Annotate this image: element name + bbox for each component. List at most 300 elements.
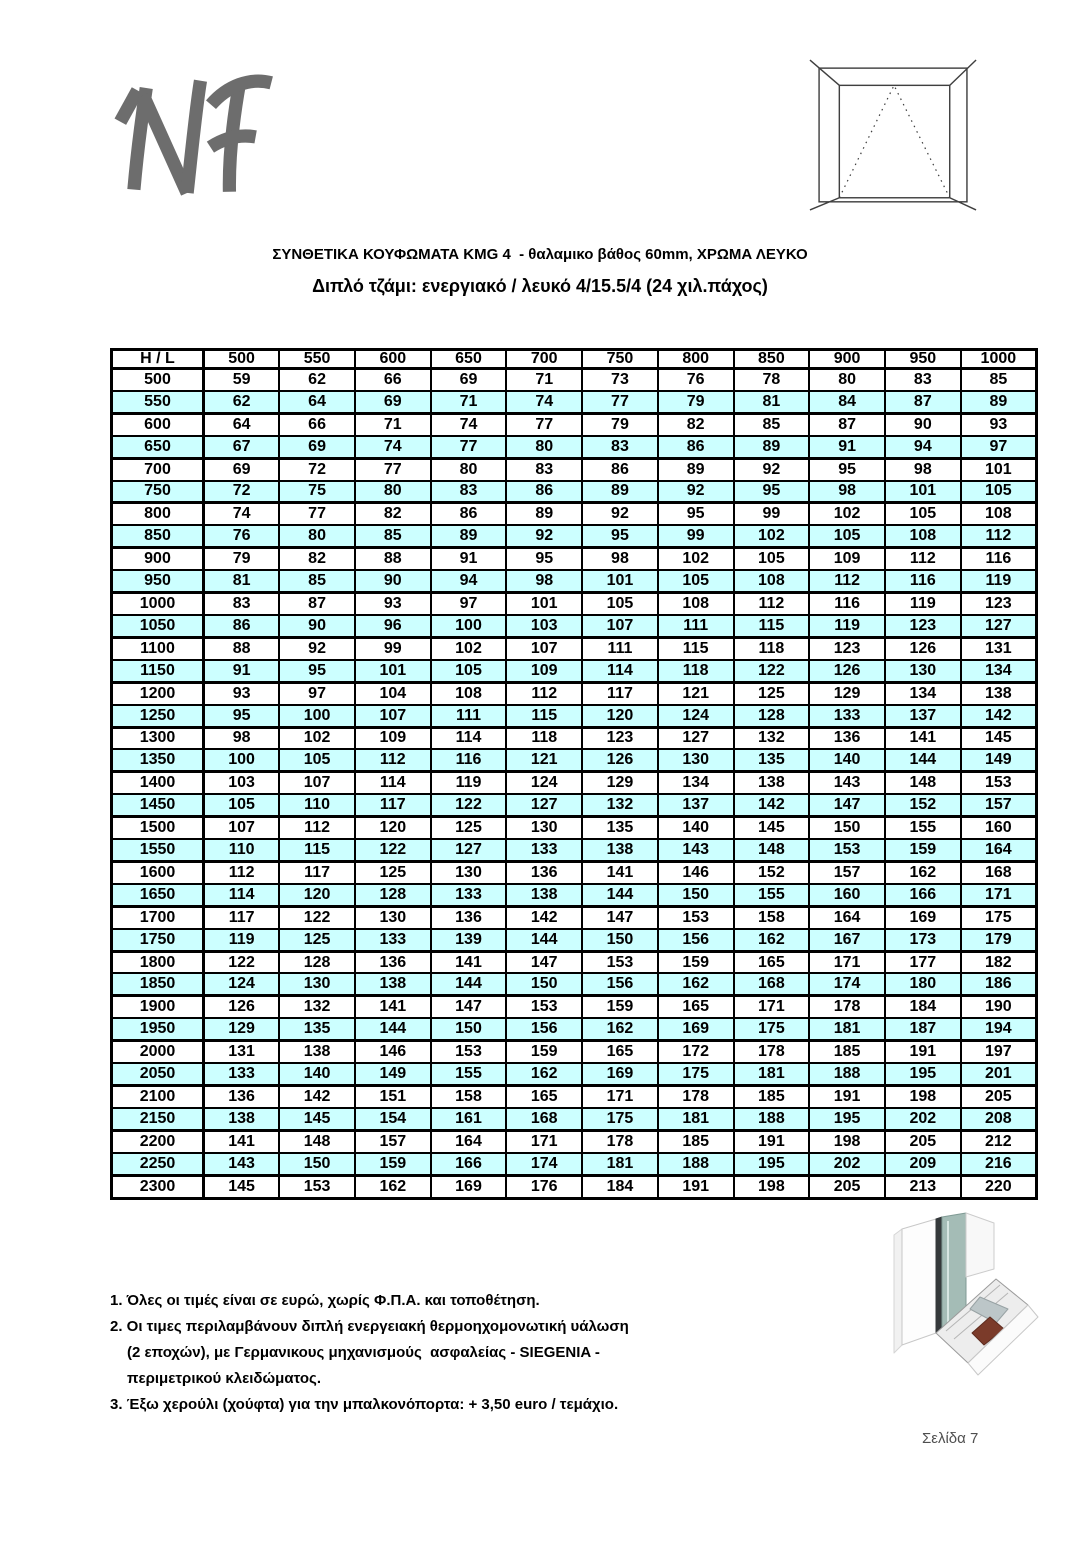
price-cell: 71 [355,413,431,435]
price-cell: 134 [658,772,734,794]
price-cell: 64 [279,391,355,413]
price-cell: 130 [355,906,431,928]
price-cell: 83 [506,458,582,480]
window-diagram-icon [804,58,980,216]
price-cell: 130 [658,749,734,771]
column-header: 550 [279,350,355,369]
price-cell: 136 [809,727,885,749]
price-cell: 123 [885,615,961,637]
price-cell: 112 [885,548,961,570]
price-cell: 136 [506,861,582,883]
column-header: 650 [431,350,507,369]
row-header: 750 [112,481,204,503]
price-cell: 167 [809,929,885,951]
price-cell: 80 [355,481,431,503]
price-cell: 133 [355,929,431,951]
price-cell: 150 [809,817,885,839]
price-cell: 136 [204,1086,280,1108]
price-cell: 175 [961,906,1037,928]
price-cell: 95 [279,660,355,682]
price-cell: 69 [355,391,431,413]
price-cell: 135 [279,1018,355,1040]
price-cell: 77 [582,391,658,413]
table-row [112,637,1037,659]
price-cell: 128 [355,884,431,906]
price-cell: 91 [809,436,885,458]
column-header: 800 [658,350,734,369]
price-cell: 117 [582,682,658,704]
price-cell: 155 [885,817,961,839]
price-cell: 142 [506,906,582,928]
price-cell: 190 [961,996,1037,1018]
price-cell: 133 [506,839,582,861]
price-cell: 100 [204,749,280,771]
price-cell: 96 [355,615,431,637]
price-cell: 86 [658,436,734,458]
price-cell: 98 [809,481,885,503]
price-cell: 156 [582,973,658,995]
price-cell: 101 [582,570,658,592]
price-cell: 110 [204,839,280,861]
price-cell: 98 [885,458,961,480]
price-cell: 111 [431,705,507,727]
price-cell: 112 [506,682,582,704]
price-cell: 173 [885,929,961,951]
price-cell: 198 [885,1086,961,1108]
price-cell: 85 [355,525,431,547]
price-cell: 83 [582,436,658,458]
price-cell: 91 [204,660,280,682]
price-cell: 175 [582,1108,658,1130]
price-cell: 168 [506,1108,582,1130]
price-cell: 120 [582,705,658,727]
price-cell: 127 [506,794,582,816]
price-cell: 147 [506,951,582,973]
price-cell: 80 [279,525,355,547]
table-row [112,996,1037,1018]
row-header: 1800 [112,951,204,973]
price-cell: 115 [506,705,582,727]
price-cell: 119 [204,929,280,951]
price-cell: 119 [961,570,1037,592]
price-cell: 122 [279,906,355,928]
price-cell: 146 [658,861,734,883]
column-header: 600 [355,350,431,369]
price-cell: 135 [734,749,810,771]
price-cell: 105 [582,593,658,615]
price-cell: 115 [279,839,355,861]
price-cell: 133 [431,884,507,906]
price-cell: 111 [582,637,658,659]
note-line: 1. Όλες οι τιμές είναι σε ευρώ, χωρίς Φ.Π.Α. και τοποθέτηση. [110,1292,540,1309]
price-cell: 129 [204,1018,280,1040]
price-cell: 181 [582,1153,658,1175]
price-cell: 79 [658,391,734,413]
price-cell: 114 [582,660,658,682]
price-cell: 147 [809,794,885,816]
row-header: 2250 [112,1153,204,1175]
price-cell: 98 [204,727,280,749]
table-row [112,772,1037,794]
price-cell: 112 [809,570,885,592]
price-cell: 185 [658,1130,734,1152]
price-cell: 216 [961,1153,1037,1175]
table-row [112,705,1037,727]
price-cell: 115 [658,637,734,659]
column-header: 1000 [961,350,1037,369]
price-cell: 165 [734,951,810,973]
column-header: 850 [734,350,810,369]
price-cell: 129 [809,682,885,704]
price-cell: 201 [961,1063,1037,1085]
price-cell: 178 [582,1130,658,1152]
price-cell: 135 [582,817,658,839]
table-row [112,839,1037,861]
price-cell: 153 [658,906,734,928]
row-header: 2050 [112,1063,204,1085]
price-cell: 159 [658,951,734,973]
price-cell: 81 [204,570,280,592]
price-cell: 86 [582,458,658,480]
price-cell: 162 [582,1018,658,1040]
price-cell: 62 [204,391,280,413]
price-cell: 101 [506,593,582,615]
price-cell: 146 [355,1041,431,1063]
price-cell: 195 [809,1108,885,1130]
price-cell: 220 [961,1175,1037,1198]
price-cell: 150 [506,973,582,995]
price-cell: 74 [506,391,582,413]
price-cell: 140 [658,817,734,839]
price-cell: 153 [809,839,885,861]
table-row [112,593,1037,615]
price-cell: 128 [734,705,810,727]
table-row [112,615,1037,637]
price-cell: 109 [506,660,582,682]
price-cell: 102 [431,637,507,659]
price-cell: 90 [885,413,961,435]
price-cell: 83 [885,369,961,391]
price-table [110,348,1038,1200]
table-row [112,436,1037,458]
price-cell: 126 [204,996,280,1018]
price-cell: 116 [809,593,885,615]
price-cell: 105 [734,548,810,570]
price-cell: 213 [885,1175,961,1198]
price-cell: 71 [506,369,582,391]
price-cell: 212 [961,1130,1037,1152]
price-cell: 90 [279,615,355,637]
price-cell: 86 [204,615,280,637]
price-cell: 86 [431,503,507,525]
price-cell: 118 [658,660,734,682]
price-cell: 101 [961,458,1037,480]
price-cell: 90 [355,570,431,592]
price-cell: 77 [279,503,355,525]
price-cell: 137 [658,794,734,816]
table-row [112,749,1037,771]
table-row [112,1153,1037,1175]
price-cell: 114 [204,884,280,906]
price-cell: 95 [658,503,734,525]
price-cell: 95 [582,525,658,547]
note-line: 2. Οι τιμες περιλαμβάνουν διπλή ενεργειακή θερμοηχομονωτική υάλωση [110,1318,629,1335]
price-cell: 126 [885,637,961,659]
price-cell: 191 [885,1041,961,1063]
price-cell: 180 [885,973,961,995]
price-cell: 72 [279,458,355,480]
document-title: ΣΥΝΘΕΤΙΚΑ ΚΟΥΦΩΜΑΤΑ KMG 4 - θαλαμικο βάθος 60mm, ΧΡΩΜΑ ΛΕΥΚΟ [272,246,808,263]
table-row [112,391,1037,413]
price-cell: 130 [279,973,355,995]
price-cell: 168 [734,973,810,995]
price-cell: 137 [885,705,961,727]
price-cell: 133 [204,1063,280,1085]
price-cell: 95 [734,481,810,503]
row-header: 1350 [112,749,204,771]
row-header: 1500 [112,817,204,839]
price-cell: 144 [431,973,507,995]
price-cell: 131 [961,637,1037,659]
price-cell: 85 [279,570,355,592]
price-cell: 159 [582,996,658,1018]
row-header: 1000 [112,593,204,615]
row-header: 1450 [112,794,204,816]
row-header: 1900 [112,996,204,1018]
price-cell: 105 [809,525,885,547]
row-header: 900 [112,548,204,570]
price-cell: 176 [506,1175,582,1198]
price-cell: 94 [885,436,961,458]
price-cell: 125 [279,929,355,951]
price-cell: 84 [809,391,885,413]
price-cell: 77 [431,436,507,458]
document-subtitle: Διπλό τζάμι: ενεργιακό / λευκό 4/15.5/4 (24 χιλ.πάχος) [312,276,768,296]
company-logo [104,55,289,220]
price-cell: 134 [961,660,1037,682]
price-cell: 72 [204,481,280,503]
price-cell: 122 [431,794,507,816]
price-cell: 169 [431,1175,507,1198]
price-cell: 155 [734,884,810,906]
price-cell: 108 [734,570,810,592]
row-header: 1650 [112,884,204,906]
price-cell: 89 [961,391,1037,413]
table-row [112,682,1037,704]
price-cell: 184 [885,996,961,1018]
price-cell: 124 [506,772,582,794]
price-cell: 91 [431,548,507,570]
price-cell: 169 [885,906,961,928]
row-header: 1050 [112,615,204,637]
price-cell: 136 [355,951,431,973]
price-cell: 152 [734,861,810,883]
column-header: 750 [582,350,658,369]
price-cell: 159 [506,1041,582,1063]
price-cell: 164 [961,839,1037,861]
row-header: 2300 [112,1175,204,1198]
price-cell: 188 [809,1063,885,1085]
price-cell: 138 [582,839,658,861]
price-cell: 195 [885,1063,961,1085]
price-cell: 171 [582,1086,658,1108]
price-cell: 119 [885,593,961,615]
price-cell: 169 [658,1018,734,1040]
price-cell: 150 [431,1018,507,1040]
column-header: 950 [885,350,961,369]
price-cell: 89 [582,481,658,503]
price-cell: 78 [734,369,810,391]
table-row [112,884,1037,906]
price-cell: 66 [279,413,355,435]
price-cell: 76 [204,525,280,547]
notes [110,1288,629,1418]
price-cell: 73 [582,369,658,391]
price-cell: 118 [506,727,582,749]
row-header: 2100 [112,1086,204,1108]
price-cell: 161 [431,1108,507,1130]
price-cell: 205 [961,1086,1037,1108]
price-cell: 148 [885,772,961,794]
price-cell: 97 [431,593,507,615]
price-cell: 186 [961,973,1037,995]
price-cell: 138 [204,1108,280,1130]
price-cell: 99 [355,637,431,659]
price-cell: 132 [582,794,658,816]
table-row [112,817,1037,839]
price-cell: 86 [506,481,582,503]
row-header: 550 [112,391,204,413]
price-cell: 117 [279,861,355,883]
price-cell: 198 [734,1175,810,1198]
price-cell: 143 [809,772,885,794]
price-cell: 127 [431,839,507,861]
price-cell: 181 [658,1108,734,1130]
price-cell: 144 [885,749,961,771]
price-cell: 98 [506,570,582,592]
price-cell: 111 [658,615,734,637]
price-cell: 103 [204,772,280,794]
price-cell: 156 [506,1018,582,1040]
price-cell: 133 [809,705,885,727]
price-cell: 132 [279,996,355,1018]
price-cell: 94 [431,570,507,592]
price-cell: 130 [431,861,507,883]
price-cell: 145 [279,1108,355,1130]
price-cell: 77 [506,413,582,435]
table-row [112,413,1037,435]
price-cell: 168 [961,861,1037,883]
price-cell: 117 [355,794,431,816]
row-header: 1200 [112,682,204,704]
price-cell: 104 [355,682,431,704]
price-cell: 208 [961,1108,1037,1130]
price-cell: 75 [279,481,355,503]
price-cell: 92 [658,481,734,503]
price-cell: 116 [885,570,961,592]
price-cell: 139 [431,929,507,951]
table-row [112,660,1037,682]
price-cell: 88 [204,637,280,659]
price-cell: 202 [885,1108,961,1130]
row-header: 1950 [112,1018,204,1040]
price-cell: 89 [506,503,582,525]
row-header: 850 [112,525,204,547]
row-header: 600 [112,413,204,435]
price-cell: 191 [734,1130,810,1152]
price-cell: 174 [809,973,885,995]
price-cell: 188 [734,1108,810,1130]
price-cell: 79 [204,548,280,570]
price-cell: 123 [961,593,1037,615]
table-row [112,973,1037,995]
price-cell: 105 [658,570,734,592]
price-cell: 184 [582,1175,658,1198]
price-cell: 178 [809,996,885,1018]
row-header: 1250 [112,705,204,727]
price-cell: 194 [961,1018,1037,1040]
price-cell: 124 [658,705,734,727]
price-cell: 191 [809,1086,885,1108]
price-cell: 171 [809,951,885,973]
price-cell: 82 [658,413,734,435]
price-cell: 123 [582,727,658,749]
price-cell: 105 [431,660,507,682]
price-cell: 145 [204,1175,280,1198]
price-cell: 126 [809,660,885,682]
price-cell: 125 [355,861,431,883]
row-header: 500 [112,369,204,391]
price-cell: 147 [582,906,658,928]
column-header: 900 [809,350,885,369]
price-cell: 127 [658,727,734,749]
price-cell: 171 [734,996,810,1018]
price-cell: 101 [885,481,961,503]
price-cell: 97 [279,682,355,704]
price-cell: 198 [809,1130,885,1152]
price-cell: 119 [809,615,885,637]
row-header: 1850 [112,973,204,995]
price-cell: 202 [809,1153,885,1175]
row-header: 1300 [112,727,204,749]
price-cell: 95 [809,458,885,480]
table-row [112,570,1037,592]
price-cell: 59 [204,369,280,391]
price-cell: 157 [961,794,1037,816]
price-cell: 181 [809,1018,885,1040]
price-cell: 121 [658,682,734,704]
price-cell: 159 [885,839,961,861]
price-cell: 185 [809,1041,885,1063]
price-cell: 153 [961,772,1037,794]
price-cell: 114 [355,772,431,794]
price-cell: 149 [355,1063,431,1085]
price-cell: 83 [204,593,280,615]
price-cell: 155 [431,1063,507,1085]
price-cell: 103 [506,615,582,637]
price-cell: 141 [204,1130,280,1152]
price-cell: 80 [506,436,582,458]
price-cell: 138 [734,772,810,794]
row-header: 950 [112,570,204,592]
price-cell: 142 [279,1086,355,1108]
price-cell: 175 [734,1018,810,1040]
price-cell: 205 [809,1175,885,1198]
price-cell: 125 [734,682,810,704]
price-cell: 171 [506,1130,582,1152]
price-cell: 87 [885,391,961,413]
table-row [112,951,1037,973]
